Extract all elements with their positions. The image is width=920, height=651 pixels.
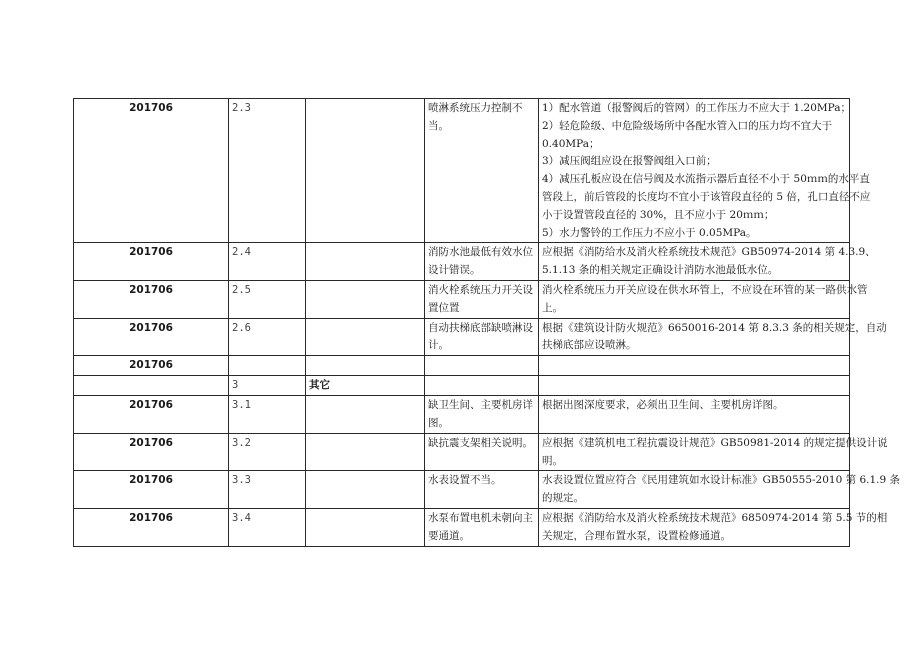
table-row <box>74 508 850 546</box>
date-cell: 201706 <box>74 471 229 509</box>
date-cell: 201706 <box>74 243 229 281</box>
date-cell: 201706 <box>74 508 229 546</box>
issue-cell: 自动扶梯底部缺喷淋设计。 <box>425 318 539 356</box>
issue-cell <box>425 356 539 376</box>
basis-line: 1）配水管道（报警阀后的管网）的工作压力不应大于 1.20MPa； <box>542 102 852 114</box>
category-cell <box>306 433 425 471</box>
category-cell <box>306 396 425 434</box>
basis-cell <box>539 280 868 318</box>
basis-cell <box>539 318 887 356</box>
date-cell: 201706 <box>74 318 229 356</box>
table-row <box>74 99 850 243</box>
basis-line: 管段上，前后管段的长度均不宜小于该管段直径的 5 倍，孔口直径不应 <box>542 190 871 203</box>
category-cell <box>306 99 425 243</box>
date-cell: 201706 <box>74 433 229 471</box>
basis-line: 水表设置位置应符合《民用建筑如水设计标准》GB50555-2010 第 6.1.9 条 <box>542 474 901 487</box>
review-table <box>73 98 901 547</box>
basis-line: 4）减压孔板应设在信号阀及水流指示器后直径不小于 50ｍｍ的水平直 <box>542 173 870 186</box>
basis-cell <box>539 508 888 546</box>
basis-cell <box>539 471 901 509</box>
basis-cell <box>539 243 876 281</box>
item-number-cell: 2.3 <box>229 99 306 243</box>
item-number-cell: 3.1 <box>229 396 306 434</box>
category-cell <box>306 471 425 509</box>
category-cell <box>306 356 425 376</box>
review-table-body <box>74 99 901 547</box>
table-row <box>74 433 850 471</box>
issue-cell: 缺卫生间、主要机房详图。 <box>425 396 539 434</box>
section-row <box>74 376 850 396</box>
table-row <box>74 318 850 356</box>
item-number-cell: 2.4 <box>229 243 306 281</box>
category-cell <box>306 280 425 318</box>
basis-cell <box>539 99 871 243</box>
section-title-cell: 其它 <box>306 376 425 396</box>
item-number-cell: 2.5 <box>229 280 306 318</box>
category-cell <box>306 318 425 356</box>
item-number-cell: 2.6 <box>229 318 306 356</box>
basis-line: 0.40MPa； <box>542 137 600 150</box>
date-cell <box>74 376 229 396</box>
basis-line: 消火栓系统压力开关应设在供水环管上，不应设在环管的某一路供水管 <box>542 283 868 296</box>
basis-line: 应根据《消防给水及消火栓系统技术规范》6850974-2014 第 5.5 节的相 <box>542 511 888 524</box>
item-number-cell: 3.2 <box>229 433 306 471</box>
section-number-cell: 3 <box>229 376 306 396</box>
issue-cell: 消火栓系统压力开关设置位置 <box>425 280 539 318</box>
basis-line: 3）减压阀组应设在报警阀组入口前； <box>542 155 717 168</box>
issue-cell: 消防水池最低有效水位设计错误。 <box>425 243 539 281</box>
table-row <box>74 243 850 281</box>
basis-line: 应根据《建筑机电工程抗震设计规范》GB50981-2014 的规定提供设计说 <box>542 436 888 449</box>
basis-line: 根据出图深度要求，必须出卫生间、主要机房详图。 <box>542 399 784 412</box>
date-cell: 201706 <box>74 396 229 434</box>
basis-line: 5.1.13 条的相关规定正确设计消防水池最低水位。 <box>542 264 779 277</box>
basis-line: 扶梯底部应设喷淋。 <box>542 339 637 352</box>
basis-cell <box>539 433 888 471</box>
item-number-cell: 3.3 <box>229 471 306 509</box>
date-cell: 201706 <box>74 356 229 376</box>
basis-line: 关规定，合理布置水泵，设置检修通道。 <box>542 529 731 542</box>
basis-line: 明。 <box>542 454 563 467</box>
basis-line: 的规定。 <box>542 492 584 505</box>
basis-line: 应根据《消防给水及消火栓系统技术规范》GB50974-2014 第 4.3.9、 <box>542 246 876 259</box>
item-number-cell <box>229 356 306 376</box>
issue-cell: 水表设置不当。 <box>425 471 539 509</box>
issue-cell: 缺抗震支架相关说明。 <box>425 433 539 471</box>
item-number-cell: 3.4 <box>229 508 306 546</box>
basis-line: 上。 <box>542 301 563 314</box>
basis-line: 根据《建筑设计防火规范》6650016-2014 第 8.3.3 条的相关规定，自动 <box>542 321 887 334</box>
date-cell: 201706 <box>74 99 229 243</box>
date-cell: 201706 <box>74 280 229 318</box>
basis-cell <box>539 376 850 396</box>
basis-line: 小于设置管段直径的 30%，且不应小于 20ｍｍ； <box>542 208 775 221</box>
basis-line: 2）轻危险级、中危险级场所中各配水管入口的压力均不宜大于 <box>542 119 833 132</box>
category-cell <box>306 243 425 281</box>
basis-cell <box>539 396 850 434</box>
table-row <box>74 280 850 318</box>
table-row <box>74 356 850 376</box>
issue-cell: 喷淋系统压力控制不当。 <box>425 99 539 243</box>
basis-cell <box>539 356 850 376</box>
table-row <box>74 471 850 509</box>
issue-cell <box>425 376 539 396</box>
basis-line: 5）水力警铃的工作压力不应小于 0.05MPa。 <box>542 226 757 239</box>
table-row <box>74 396 850 434</box>
issue-cell: 水泵布置电机未朝向主要通道。 <box>425 508 539 546</box>
category-cell <box>306 508 425 546</box>
